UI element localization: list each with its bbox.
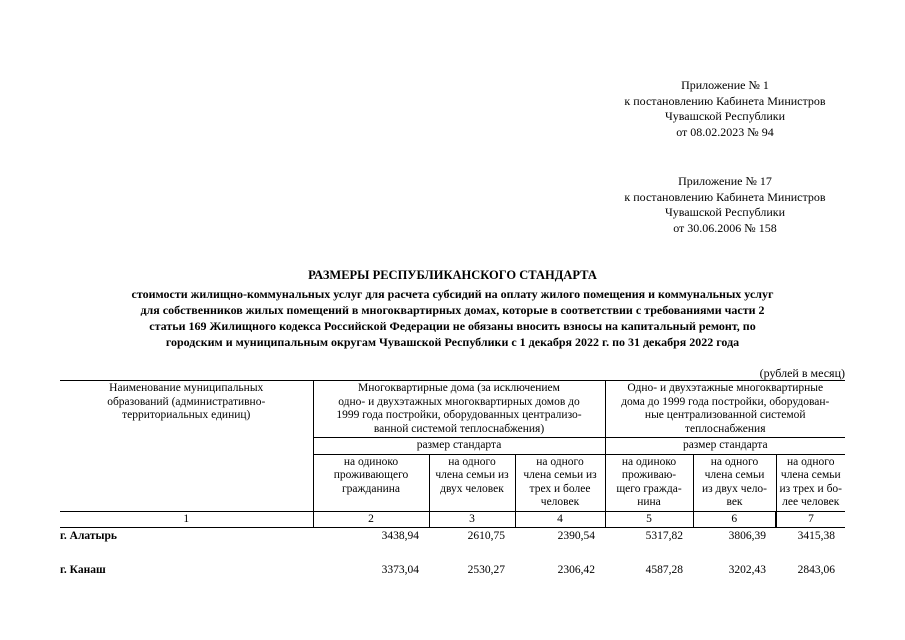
header-line: ванной системой теплоснабжения)	[373, 422, 545, 435]
header-line: члена семьи	[780, 469, 841, 481]
appendix-1-line2: к постановлению Кабинета Министров	[624, 93, 826, 108]
size-standard-label: размер стандарта	[313, 438, 605, 455]
header-line: члена семьи из	[523, 469, 597, 481]
header-line: одно- и двухэтажных многоквартирных домов до	[338, 395, 580, 408]
appendix-1-line3: Чувашской Республики	[664, 109, 786, 123]
column-number: 1	[60, 511, 313, 528]
subtitle-line: статьи 169 Жилищного кодекса Российской Федерации не обязаны вносить взносы на капитальный ремонт, по	[149, 319, 756, 333]
header-line: лее человек	[782, 496, 840, 508]
header-line: гражданина	[341, 482, 401, 495]
column-number: 7	[776, 511, 845, 528]
table-cell: 2530,27	[467, 563, 505, 576]
header-municipality	[60, 381, 313, 512]
column-number: 4	[515, 511, 605, 528]
appendix-1-line1: Приложение № 1	[681, 78, 769, 92]
document-subtitle	[60, 286, 845, 350]
column-number: 6	[693, 511, 776, 528]
header-line: на одного	[710, 455, 759, 468]
header-line: 1999 года постройки, оборудованных централизо-	[336, 409, 582, 421]
column-number: 2	[313, 511, 429, 528]
header-line: члена семьи из	[435, 469, 509, 481]
header-group-apartments	[313, 381, 605, 438]
subheader-two-person	[429, 454, 515, 511]
standard-table	[60, 380, 845, 579]
subheader-single	[313, 454, 429, 511]
header-line: на одного	[448, 455, 496, 468]
appendix-17-line1: Приложение № 17	[678, 174, 772, 188]
header-line: территориальных единиц)	[122, 409, 251, 421]
header-line: дома до 1999 года постройки, оборудован-	[621, 395, 830, 408]
header-group-low-rise	[605, 381, 845, 438]
subheader-two-person	[693, 454, 776, 511]
table-cell: 2306,42	[557, 563, 595, 576]
header-line: щего гражда-	[616, 482, 682, 495]
table-cell: 3202,43	[728, 563, 766, 576]
header-line: на одиноко	[343, 455, 399, 468]
header-line: на одиноко	[621, 455, 677, 468]
municipality-name: г. Алатырь	[60, 530, 117, 542]
header-line: проживаю-	[621, 469, 677, 481]
table-cell: 2610,75	[467, 530, 505, 542]
table-cell: 3806,39	[728, 530, 766, 542]
header-line: Наименование муниципальных	[109, 382, 264, 394]
header-line: человек	[540, 496, 580, 508]
table-cell: 3373,04	[381, 563, 419, 576]
units-note: (рублей в месяц)	[759, 366, 845, 380]
header-line: ные централизованной системой	[644, 409, 806, 421]
header-line: Одно- и двухэтажные многоквартирные	[627, 382, 824, 394]
header-line: теплоснабжения	[685, 422, 766, 435]
header-line: из двух чело-	[701, 482, 768, 495]
subtitle-line: для собственников жилых помещений в многоквартирных домах, которые в соответствии с требованиями части 2	[140, 303, 765, 317]
header-line: из трех и бо-	[779, 482, 843, 495]
table-row	[60, 528, 845, 546]
appendix-17-block	[560, 174, 890, 236]
size-standard-label: размер стандарта	[605, 438, 845, 455]
subheader-single	[605, 454, 693, 511]
header-line: на одного	[787, 455, 835, 468]
table-row	[60, 562, 845, 580]
table-cell: 2843,06	[797, 563, 836, 576]
document-title: РАЗМЕРЫ РЕСПУБЛИКАНСКОГО СТАНДАРТА	[308, 268, 597, 282]
table-cell: 2390,54	[557, 530, 595, 542]
header-line: трех и более	[529, 482, 591, 495]
header-line: проживающего	[333, 469, 409, 481]
subtitle-line: стоимости жилищно-коммунальных услуг для расчета субсидий на оплату жилого помещения и коммунальных услуг	[131, 287, 774, 301]
appendix-17-line2: к постановлению Кабинета Министров	[624, 189, 826, 204]
header-line: Многоквартирные дома (за исключением	[358, 382, 560, 394]
municipality-name: г. Канаш	[60, 563, 106, 576]
column-number: 5	[605, 511, 693, 528]
table-cell: 3415,38	[797, 530, 836, 542]
appendix-17-line4: от 30.06.2006 № 158	[673, 220, 777, 235]
subheader-three-plus	[515, 454, 605, 511]
subheader-three-plus	[776, 454, 845, 511]
table-cell: 5317,82	[645, 530, 683, 542]
header-line: члена семьи	[704, 469, 765, 481]
column-number: 3	[429, 511, 515, 528]
table-cell: 3438,94	[381, 530, 419, 542]
header-line: образований (административно-	[107, 395, 266, 408]
appendix-17-line3: Чувашской Республики	[664, 205, 786, 219]
header-line: нина	[637, 496, 661, 508]
subtitle-line: городским и муниципальным округам Чувашской Республики с 1 декабря 2022 г. по 31 декабря 2022 года	[165, 335, 740, 349]
header-line: двух человек	[440, 482, 504, 495]
header-line: на одного	[536, 455, 584, 468]
row-spacer	[60, 546, 845, 562]
header-line: век	[726, 496, 743, 508]
table-cell: 4587,28	[645, 563, 683, 576]
appendix-1-line4: от 08.02.2023 № 94	[676, 124, 774, 139]
appendix-1-block	[560, 78, 890, 140]
